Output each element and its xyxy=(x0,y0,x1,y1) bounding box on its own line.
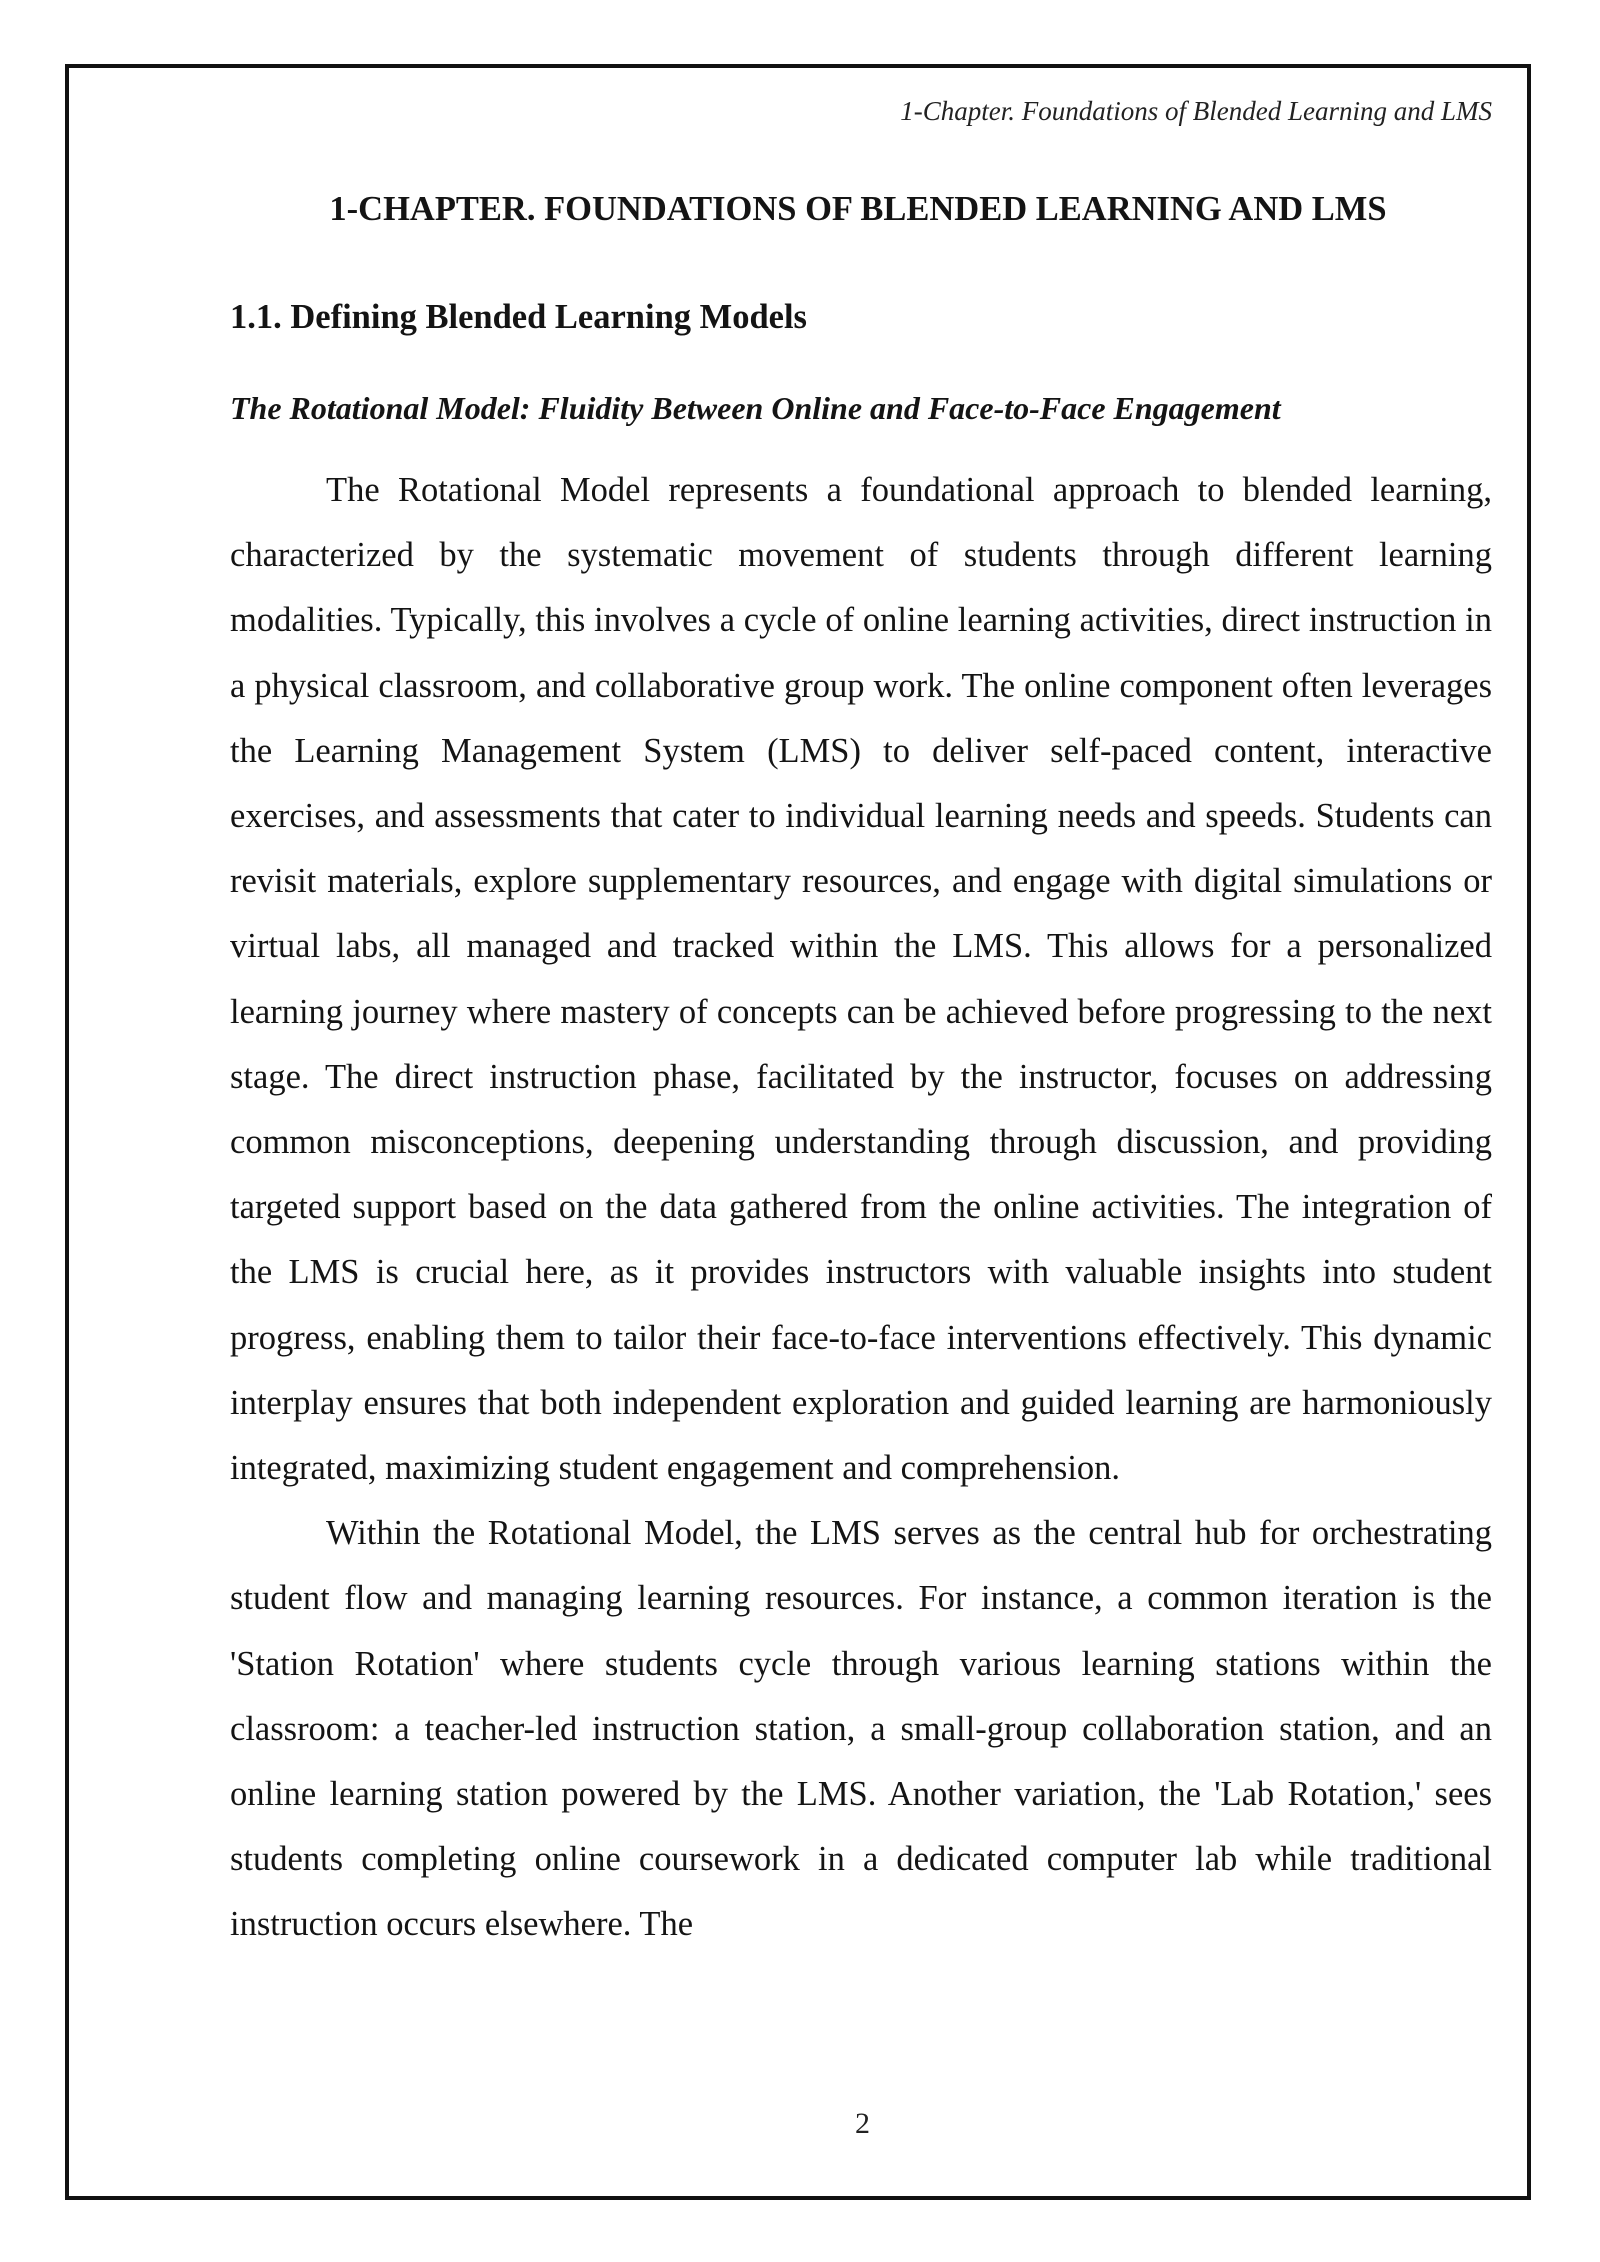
paragraph-2: Within the Rotational Model, the LMS serves as the central hub for orchestrating student flow and managing learning resources. For instance, a common iteration is the 'Station Rotation' where students cycle through various learning stations within the classroom: a teacher-led instruction station, a small-group collaboration station, and an online learning station powered by the LMS. Another variation, the 'Lab Rotation,' sees students completing online coursework in a dedicated computer lab while traditional instruction occurs elsewhere. The xyxy=(230,1514,1492,1944)
chapter-title: 1-CHAPTER. FOUNDATIONS OF BLENDED LEARNING AND LMS xyxy=(329,190,1387,228)
page-number: 2 xyxy=(855,2107,870,2140)
section-heading: 1.1. Defining Blended Learning Models xyxy=(230,298,807,336)
running-header: 1-Chapter. Foundations of Blended Learning and LMS xyxy=(900,96,1492,126)
subsection-heading: The Rotational Model: Fluidity Between Online and Face-to-Face Engagement xyxy=(230,390,1281,426)
body-text xyxy=(230,458,1492,1958)
paragraph-1: The Rotational Model represents a foundational approach to blended learning, characterized by the systematic movement of students through different learning modalities. Typically, this involves a cycle of online learning activities, direct instruction in a physical classroom, and collaborative group work. The online component often leverages the Learning Management System (LMS) to deliver self-paced content, interactive exercises, and assessments that cater to individual learning needs and speeds. Students can revisit materials, explore supplementary resources, and engage with digital simulations or virtual labs, all managed and tracked within the LMS. This allows for a personalized learning journey where mastery of concepts can be achieved before progressing to the next stage. The direct instruction phase, facilitated by the instructor, focuses on addressing common misconceptions, deepening understanding through discussion, and providing targeted support based on the data gathered from the online activities. The integration of the LMS is crucial here, as it provides instructors with valuable insights into student progress, enabling them to tailor their face-to-face interventions effectively. This dynamic interplay ensures that both independent exploration and guided learning are harmoniously integrated, maximizing student engagement and comprehension. xyxy=(230,471,1492,1488)
